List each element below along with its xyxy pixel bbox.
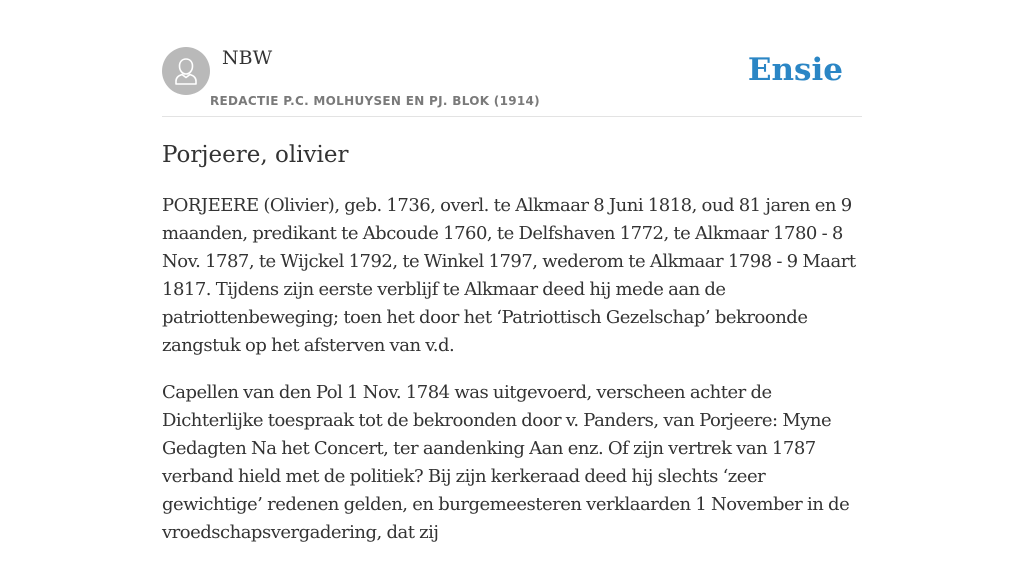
source-name[interactable]: NBW xyxy=(222,47,273,69)
page-title: Porjeere, olivier xyxy=(162,142,349,168)
source-header xyxy=(162,0,862,117)
article-paragraph: PORJEERE (Olivier), geb. 1736, overl. te Alkmaar 8 Juni 1818, oud 81 jaren en 9 maanden, predikant te Abcoude 1760, te Delfshaven 1772, te Alkmaar 1780 - 8 Nov. 1787, te Wijckel 1792, te Winkel 1797, wederom te Alkmaar 1798 - 9 Maart 1817. Tijdens zijn eerste verblijf te Alkmaar deed hij mede aan de patriottenbeweging; toen het door het ‘Patriottisch Gezelschap’ bekroonde zangstuk op het afsterven van v.d. xyxy=(162,195,856,356)
user-silhouette-icon[interactable] xyxy=(162,47,210,95)
article-body xyxy=(162,192,862,566)
ensie-logo[interactable]: Ensie xyxy=(747,52,843,88)
article-paragraph: Capellen van den Pol 1 Nov. 1784 was uitgevoerd, verscheen achter de Dichterlijke toespraak tot de bekroonden door v. Panders, van Porjeere: Myne Gedagten Na het Concert, ter aandenking Aan enz. Of zijn vertrek van 1787 verband hield met de politiek? Bij zijn kerkeraad deed hij slechts ‘zeer gewichtige’ redenen gelden, en burgemeesteren verklaarden 1 November in de vroedschapsvergadering, dat zij xyxy=(162,382,850,543)
source-subtitle: REDACTIE P.C. MOLHUYSEN EN PJ. BLOK (1914) xyxy=(210,94,540,108)
